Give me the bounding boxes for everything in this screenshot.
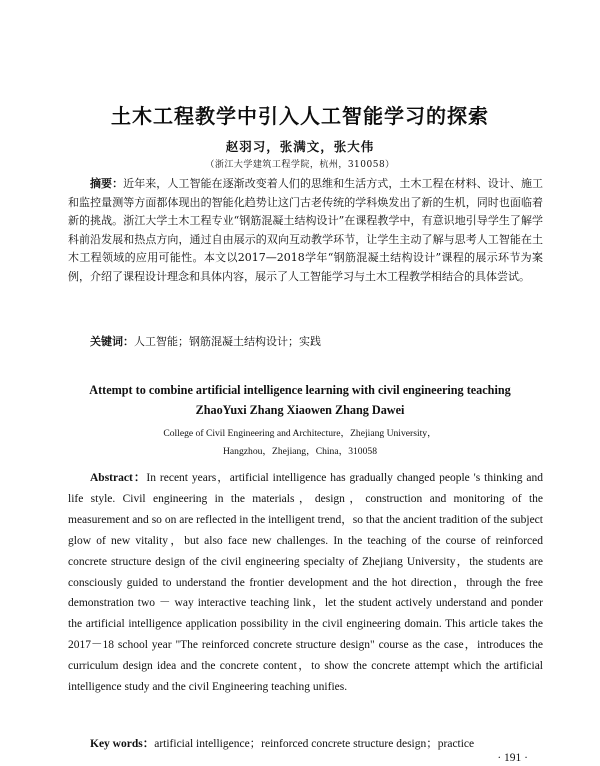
english-keywords-text: artificial intelligence；reinforced concrete structure design；practice xyxy=(154,738,475,750)
english-keywords-label: Key words： xyxy=(90,738,155,750)
chinese-title: 土木工程教学中引入人工智能学习的探索 xyxy=(111,104,489,128)
english-affiliation-line1: College of Civil Engineering and Architecture，Zhejiang University， xyxy=(163,428,437,439)
chinese-authors: 赵羽习，张满文，张大伟 xyxy=(225,139,375,154)
english-title-block xyxy=(0,380,600,420)
page-number: · 191 · xyxy=(497,752,528,764)
chinese-keywords xyxy=(90,333,540,351)
chinese-abstract xyxy=(68,175,543,287)
english-abstract-text: In recent years，artificial intelligence has gradually changed people 's thinking and life style. Civil engineering in the materials，design，construction and monitoring of the measurement and so on are reflected in the intelligent trend，so that the ancient tradition of the subject glow of new vitality，but also face new challenges. In the teaching of the course of reinforced concrete structure design of the civil engineering specialty of Zhejiang University，the students are consciously guided to understand the frontier development and the hot direction，through the free demonstration two － way interactive teaching link，let the student actively understand and ponder the artificial intelligence application possibility in the civil engineering domain. This article takes the 2017－18 school year "The reinforced concrete structure design" course as the case，introduces the curriculum design idea and the concrete content，to show the concrete attempt which the artificial intelligence study and the civil Engineering teaching unifies. xyxy=(68,472,544,694)
chinese-abstract-text: 近年来，人工智能在逐渐改变着人们的思维和生活方式，土木工程在材料、设计、施工和监控量测等方面都体现出的智能化趋势让这门古老传统的学科焕发出了新的生机，同时也面临着新的挑战。浙江大学土木工程专业“钢筋混凝土结构设计”在课程教学中，有意识地引导学生了解学科前沿发展和热点方向，通过自由展示的双向互动教学环节，让学生主动了解与思考人工智能在土木工程领域的应用可能性。本文以2017—2018学年“钢筋混凝土结构设计”课程的展示环节为案例，介绍了课程设计理念和具体内容，展示了人工智能学习与土木工程教学相结合的具体尝试。 xyxy=(68,177,544,283)
english-title: Attempt to combine artificial intelligence learning with civil engineering teaching xyxy=(89,383,511,397)
english-affiliation-line2: Hangzhou，Zhejiang，China，310058 xyxy=(222,446,377,457)
english-authors: ZhaoYuxi Zhang Xiaowen Zhang Dawei xyxy=(195,403,405,417)
english-keywords xyxy=(90,735,540,753)
chinese-affiliation: （浙江大学建筑工程学院，杭州，310058） xyxy=(205,160,395,170)
chinese-abstract-label: 摘要： xyxy=(90,177,124,190)
chinese-keywords-text: 人工智能；钢筋混凝土结构设计；实践 xyxy=(134,335,321,348)
english-abstract-label: Abstract： xyxy=(90,472,147,484)
chinese-keywords-label: 关键词： xyxy=(90,335,134,348)
english-affiliation xyxy=(0,425,600,461)
english-abstract xyxy=(68,468,543,698)
